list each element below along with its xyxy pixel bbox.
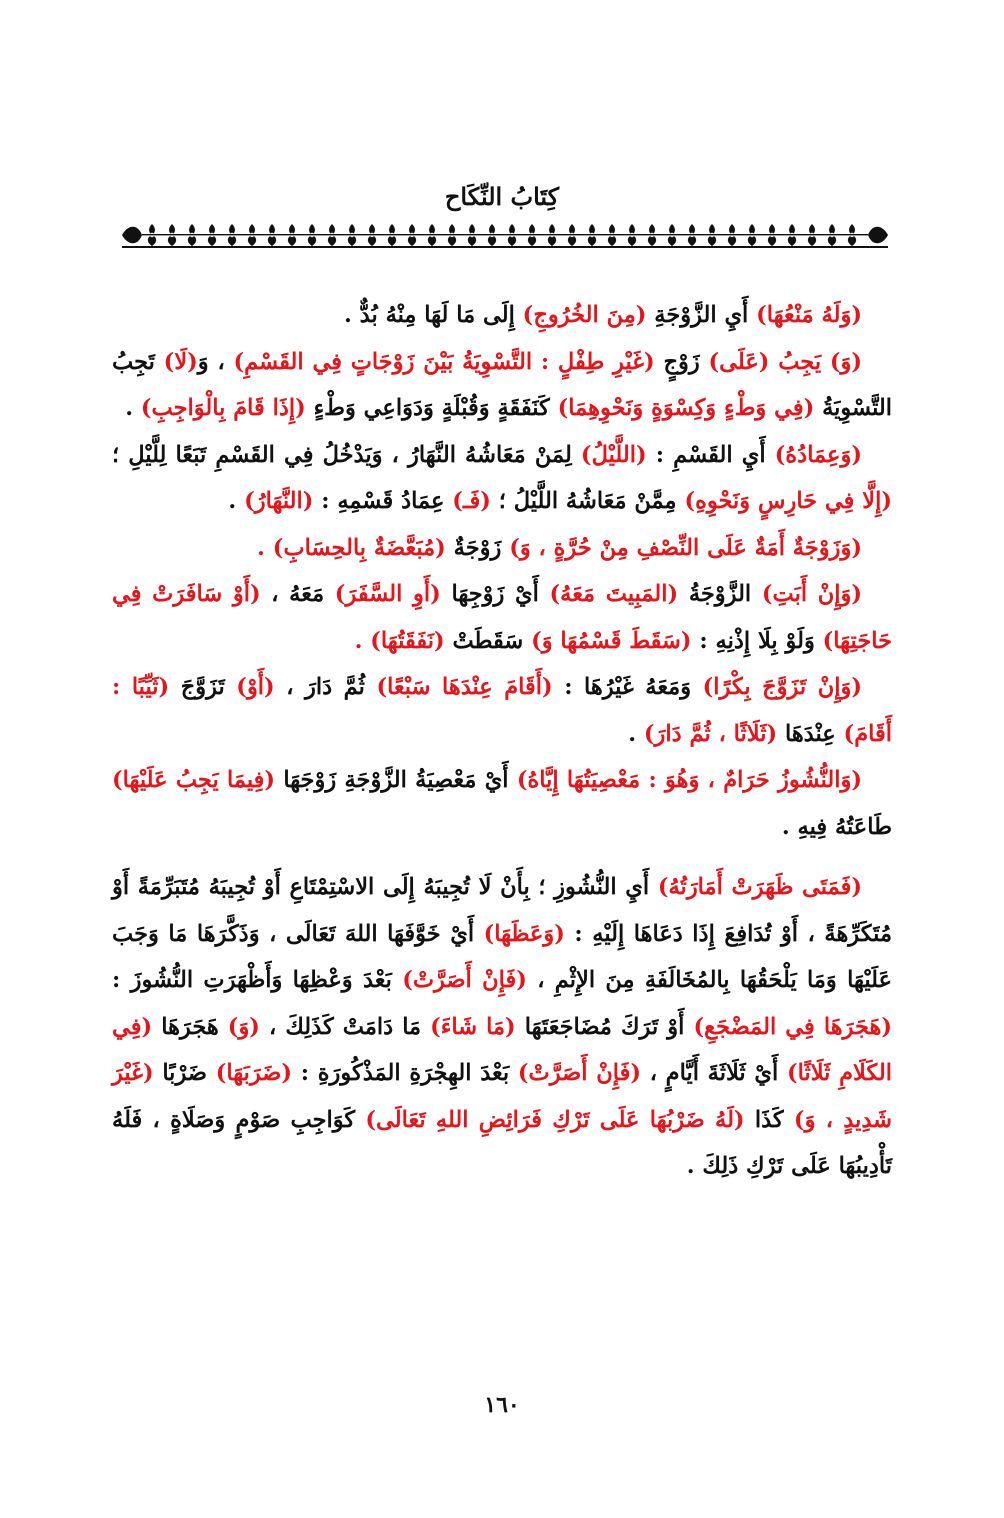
commentary-text: أَيِ النُّشُوزِ ؛ بِأَنْ لَا تُجِيبَهُ إِلَى الاسْتِمْتَاعِ أَوْ تُجِيبَهُ مُتَبَرِّمَةً أَوْ مُتَكَرِّهَةً ، أَوْ تُدَافِعَ إِذَا دَعَاهَا إِلَيْهِ :	[112, 874, 892, 947]
matn-text: (لَا)	[163, 348, 198, 375]
commentary-text: بَعْدَ الهِجْرَةِ المَذْكُورَةِ :	[292, 1060, 518, 1086]
paragraph	[112, 339, 892, 432]
paragraph	[112, 864, 892, 1190]
commentary-text: إِلَى مَا لَهَا مِنْهُ بُدٌّ .	[344, 302, 523, 328]
commentary-text: أَيْ ثَلَاثَةَ أَيَّامٍ ،	[640, 1060, 787, 1086]
matn-text: (فَـ)	[452, 488, 491, 514]
matn-text: (فَإِنْ أَصَرَّتْ)	[402, 967, 527, 993]
matn-text: (مِنَ الخُرُوجِ)	[522, 302, 647, 328]
commentary-text: أَيْ خَوَّفَهَا اللهَ تَعَالَى ، وَذَكَّرَهَا مَا وَجَبَ عَلَيْهَا وَمَا يَلْحَقُهَا بِالمُخَالَفَةِ مِنَ الإِثْمِ ،	[112, 920, 892, 993]
matn-text: (لَهُ ضَرْبُهَا عَلَى تَرْكِ فَرَائِضِ اللهِ تَعَالَى)	[365, 1106, 745, 1133]
commentary-text: كَذَا	[744, 1106, 794, 1133]
page-number: ١٦٠	[484, 1392, 520, 1418]
commentary-text: الزَّوْجَةُ	[678, 581, 762, 607]
matn-text: (هَجَرَهَا فِي المَضْجَعِ)	[693, 1013, 893, 1040]
commentary-text: .	[628, 720, 644, 747]
matn-text: (ثَيِّبًا : أَقَامَ)	[112, 674, 892, 747]
matn-text: (وَ)	[227, 1013, 260, 1040]
matn-text: (أَوِ السَّفَرَ)	[334, 581, 441, 607]
matn-text: (وَعَظَهَا)	[483, 920, 565, 947]
matn-text: (إِذَا قَامَ بِالْوَاجِبِ)	[140, 395, 306, 421]
matn-text: (فَإِنْ أَصَرَّتْ)	[517, 1060, 641, 1086]
matn-text: (وَإِنْ أَبَتِ)	[761, 581, 863, 607]
chapter-title: كِتَابُ النِّكَاح	[444, 182, 560, 211]
matn-text: (غَيْرِ طِفْلٍ : التَّسْوِيَةُ بَيْنَ زَوْجَاتٍ فِي القَسْمِ)	[233, 348, 655, 375]
commentary-text: كَنَفَقَةٍ وَقُبْلَةٍ وَدَوَاعِي وَطْءٍ	[305, 395, 558, 421]
paragraph	[112, 432, 892, 525]
matn-text: (وَإِنْ تَزَوَّجَ بِكْرًا)	[702, 674, 863, 700]
matn-text: (ضَرَبَهَا)	[215, 1060, 292, 1086]
matn-text: (وَزَوْجَةٌ أَمَةٌ عَلَى النِّصْفِ مِنْ حُرَّةٍ ، وَ)	[509, 534, 862, 561]
matn-text: (اللَّيْلُ)	[580, 441, 647, 468]
paragraph	[112, 571, 892, 664]
matn-text: (وَ) يَجِبُ (عَلَى)	[708, 348, 863, 375]
commentary-text: هَجَرَهَا	[152, 1013, 228, 1040]
commentary-text: ثُمَّ دَارَ ،	[274, 674, 377, 700]
matn-text: (غَيْرَ شَدِيدٍ ، وَ)	[112, 1060, 892, 1133]
commentary-text: كَوَاجِبِ صَوْمٍ وَصَلَاةٍ ، فَلَهُ تَأْدِيبُهَا عَلَى تَرْكِ ذَلِكَ .	[112, 1106, 892, 1179]
commentary-text: ، وَ	[197, 348, 234, 375]
commentary-text: زَوْجَةٌ	[445, 534, 510, 561]
commentary-text: بَعْدَ وَعْظِهَا وَأَظْهَرَتِ النُّشُوزَ :	[112, 967, 403, 993]
matn-text: (وَلَهُ مَنْعُهَا)	[756, 302, 862, 328]
matn-text: (أَوْ سَافَرَتْ فِي حَاجَتِهَا)	[112, 581, 892, 654]
commentary-text: مَعَهُ ،	[260, 581, 335, 607]
commentary-text: لِمَنْ مَعَاشُهُ النَّهَارُ ، وَيَدْخُلُ فِي القَسْمِ تَبَعًا لِلَّيْلِ ؛	[112, 441, 581, 468]
commentary-text: أَيِ الزَّوْجَةِ	[646, 302, 757, 328]
matn-text: (وَعِمَادُهُ)	[774, 441, 862, 468]
matn-text: (أَوْ)	[236, 674, 275, 700]
decorative-border-icon	[122, 222, 888, 248]
commentary-text: عِمَادُ قَسْمِهِ :	[313, 488, 453, 514]
paragraph	[112, 757, 892, 850]
matn-text: (نَفَقَتُهَا) .	[354, 627, 445, 654]
body-text	[112, 292, 892, 1190]
commentary-text: عِنْدَهَا	[777, 720, 844, 747]
paragraph	[112, 664, 892, 757]
commentary-text: أَيْ مَعْصِيَةُ الزَّوْجَةِ زَوْجَهَا	[275, 767, 517, 793]
commentary-text: .	[228, 488, 245, 514]
commentary-text: طَاعَتُهُ فِيهِ .	[781, 813, 892, 840]
matn-text: (فِي الكَلَامِ ثَلَاثًا)	[112, 1013, 892, 1086]
commentary-text: وَلَوْ بِلَا إِذْنِهِ :	[691, 627, 823, 654]
matn-text: (فِيمَا يَجِبُ عَلَيْهَا)	[112, 767, 276, 793]
matn-text: (سَقَطَ قَسْمُهَا وَ)	[531, 627, 692, 654]
commentary-text: وَمَعَهُ غَيْرُهَا :	[552, 674, 703, 700]
commentary-text: أَيِ القَسْمِ :	[646, 441, 775, 468]
matn-text: (مُبَعَّضَةٌ بِالحِسَابِ) .	[257, 534, 446, 561]
matn-text: (وَالنُّشُوزُ حَرَامٌ ، وَهُوَ : مَعْصِيَتُهَا إِيَّاهُ)	[516, 767, 862, 793]
matn-text: (النَّهَارُ)	[244, 488, 314, 514]
commentary-text: .	[125, 395, 141, 421]
commentary-text: تَزَوَّجَ	[169, 674, 237, 700]
paragraph	[112, 292, 892, 339]
commentary-text: مَا دَامَتْ كَذَلِكَ ،	[259, 1013, 431, 1040]
matn-text: (ثَلَاثًا ، ثُمَّ دَارَ)	[643, 720, 778, 747]
matn-text: (المَبِيتَ مَعَهُ)	[549, 581, 679, 607]
commentary-text: زَوْجٍ	[654, 348, 709, 375]
matn-text: (فَمَتَى ظَهَرَتْ أَمَارَتُهُ)	[657, 874, 862, 900]
matn-text: (إِلَّا فِي حَارِسٍ وَنَحْوِهِ)	[684, 488, 892, 514]
commentary-text: مِمَّنْ مَعَاشُهُ اللَّيْلُ ؛	[490, 488, 685, 514]
matn-text: (أَقَامَ عِنْدَهَا سَبْعًا)	[376, 674, 553, 700]
commentary-text: أَوْ تَرَكَ مُضَاجَعَتَهَا	[515, 1013, 694, 1040]
matn-text: (فِي وَطْءٍ وَكِسْوَةٍ وَنَحْوِهِمَا)	[557, 395, 815, 421]
paragraph	[112, 525, 892, 572]
commentary-text: ضَرْبًا	[153, 1060, 216, 1086]
commentary-text: أَيْ زَوْجِهَا	[440, 581, 550, 607]
commentary-text: سَقَطَتْ	[444, 627, 532, 654]
matn-text: (مَا شَاءَ)	[430, 1013, 516, 1040]
commentary-text: تَجِبُ التَّسْوِيَةُ	[112, 348, 892, 421]
